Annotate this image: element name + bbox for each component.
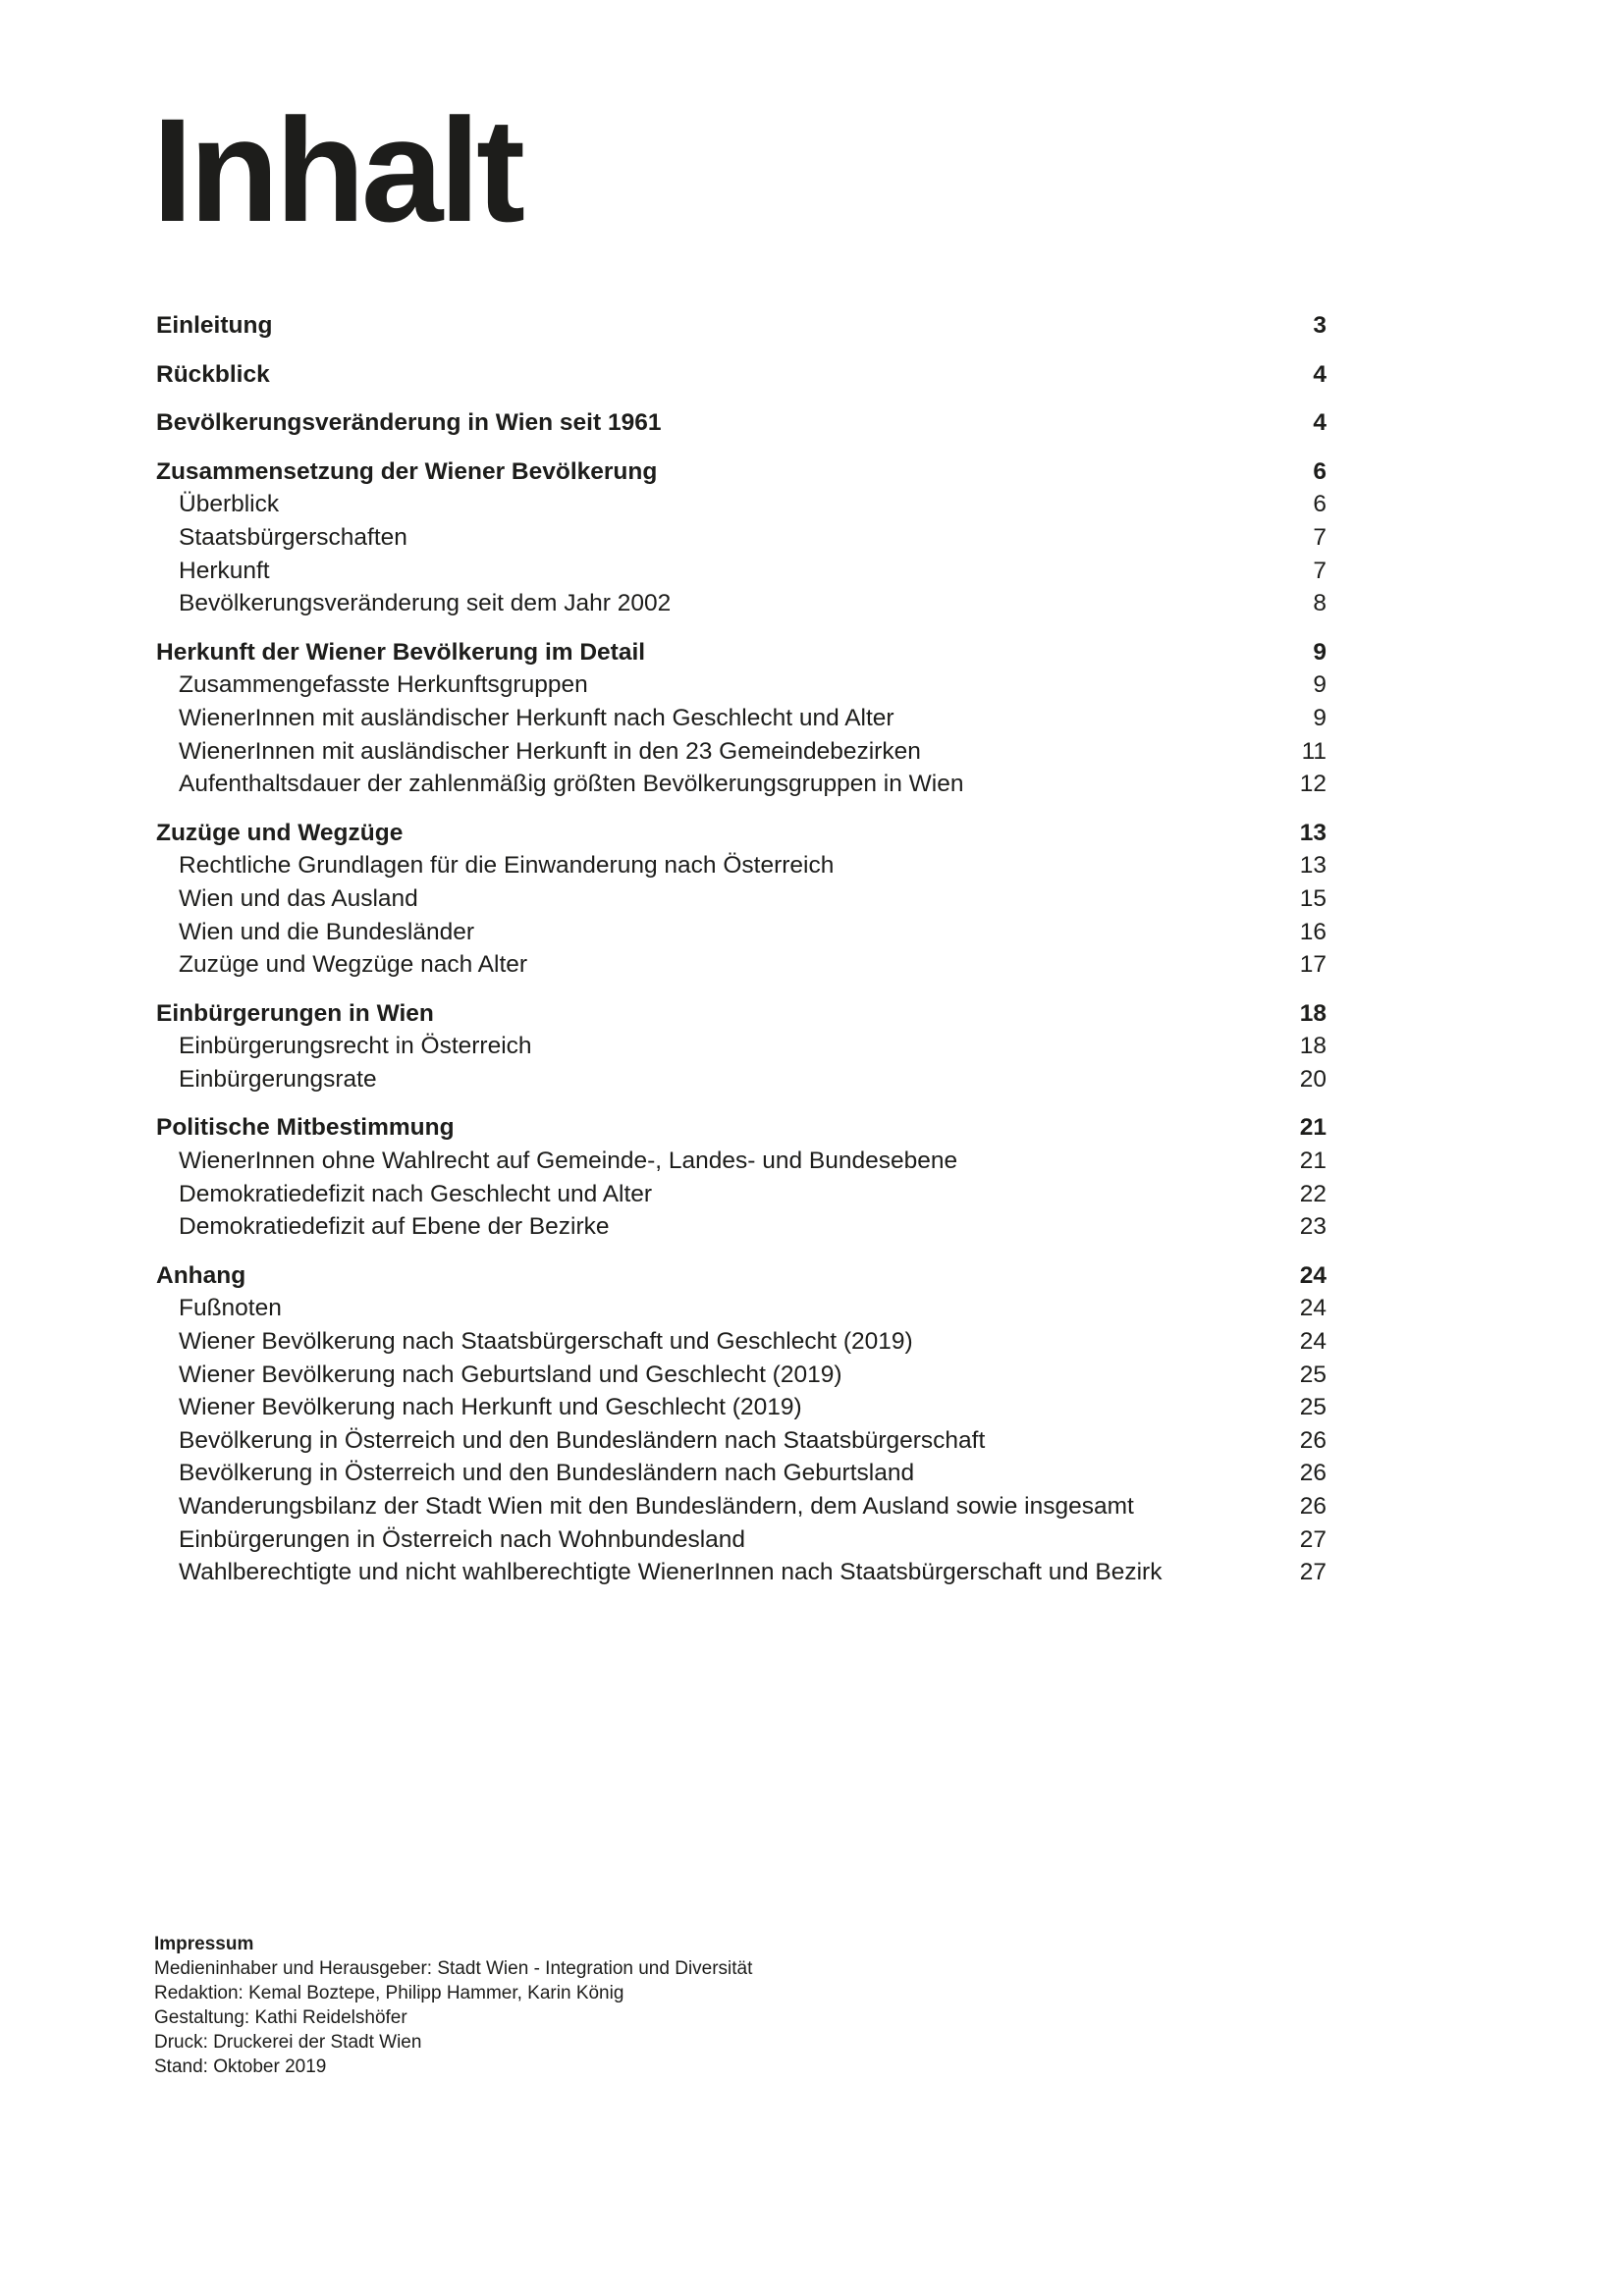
toc-subentry-label: Bevölkerungsveränderung seit dem Jahr 2002	[179, 590, 672, 617]
toc-subentry-page-number: 16	[1299, 918, 1326, 945]
toc-subentry-page-number: 17	[1299, 951, 1326, 979]
toc-subentry-page-number: 22	[1299, 1180, 1326, 1207]
toc-subentry[interactable]	[156, 768, 1326, 801]
toc-subentry-page-number: 21	[1299, 1148, 1326, 1175]
toc-subentry[interactable]	[156, 668, 1326, 702]
toc-subentry-page-number: 27	[1299, 1525, 1326, 1553]
toc-chapter-entry[interactable]	[156, 406, 1326, 440]
toc-subentry-label: Zusammengefasste Herkunftsgruppen	[179, 671, 588, 699]
impressum-line: Stand: Oktober 2019	[154, 2056, 327, 2077]
toc-subentry[interactable]	[156, 1325, 1326, 1359]
toc-subentry[interactable]	[156, 916, 1326, 949]
toc-chapter-label: Politische Mitbestimmung	[156, 1114, 455, 1142]
impressum	[154, 1932, 752, 2079]
toc-subentry[interactable]	[156, 735, 1326, 769]
toc-subentry[interactable]	[156, 1391, 1326, 1424]
toc-subentry-page-number: 13	[1299, 852, 1326, 880]
toc-subentry-label: Staatsbürgerschaften	[179, 523, 407, 551]
impressum-heading: Impressum	[154, 1934, 254, 1954]
toc-subentry-page-number: 7	[1313, 523, 1326, 551]
toc-subentry[interactable]	[156, 1210, 1326, 1244]
impressum-line: Druck: Druckerei der Stadt Wien	[154, 2032, 422, 2053]
toc-chapter-label: Zuzüge und Wegzüge	[156, 819, 404, 846]
toc-subentry[interactable]	[156, 1490, 1326, 1523]
toc-subentry[interactable]	[156, 1145, 1326, 1178]
page-title: Inhalt	[152, 87, 521, 252]
toc-subentry[interactable]	[156, 1030, 1326, 1063]
toc-subentry-label: WienerInnen mit ausländischer Herkunft in den 23 Gemeindebezirken	[179, 737, 921, 765]
toc-subentry[interactable]	[156, 882, 1326, 916]
toc-section	[156, 406, 1326, 440]
toc-chapter-page-number: 13	[1299, 819, 1326, 846]
toc-subentry-label: Fußnoten	[179, 1295, 282, 1322]
toc-chapter-page-number: 18	[1299, 999, 1326, 1027]
toc-chapter-label: Rückblick	[156, 360, 270, 388]
toc-subentry[interactable]	[156, 702, 1326, 735]
toc-subentry-label: Überblick	[179, 491, 280, 518]
toc-subentry-label: WienerInnen ohne Wahlrecht auf Gemeinde-, Landes- und Bundesebene	[179, 1148, 958, 1175]
toc-chapter-entry[interactable]	[156, 1259, 1326, 1293]
toc-subentry[interactable]	[156, 1424, 1326, 1458]
toc-subentry-label: Bevölkerung in Österreich und den Bundesländern nach Geburtsland	[179, 1460, 915, 1487]
toc-subentry-label: Wiener Bevölkerung nach Herkunft und Geschlecht (2019)	[179, 1394, 802, 1421]
toc-subentry-page-number: 6	[1313, 491, 1326, 518]
toc-subentry-page-number: 20	[1299, 1065, 1326, 1093]
toc-chapter-page-number: 9	[1313, 638, 1326, 666]
toc-subentry-page-number: 12	[1299, 771, 1326, 798]
toc-chapter-entry[interactable]	[156, 455, 1326, 489]
toc-subentry-label: Wahlberechtigte und nicht wahlberechtigte WienerInnen nach Staatsbürgerschaft und Bezirk	[179, 1559, 1163, 1586]
toc-chapter-page-number: 21	[1299, 1114, 1326, 1142]
toc-chapter-label: Zusammensetzung der Wiener Bevölkerung	[156, 457, 658, 485]
toc-chapter-label: Einbürgerungen in Wien	[156, 999, 434, 1027]
toc-subentry-label: Wiener Bevölkerung nach Staatsbürgerschaft und Geschlecht (2019)	[179, 1328, 913, 1356]
toc-subentry-page-number: 25	[1299, 1361, 1326, 1388]
toc-chapter-page-number: 4	[1313, 409, 1326, 437]
toc-subentry[interactable]	[156, 849, 1326, 882]
toc-subentry-label: Bevölkerung in Österreich und den Bundesländern nach Staatsbürgerschaft	[179, 1426, 986, 1454]
toc-subentry-label: Zuzüge und Wegzüge nach Alter	[179, 951, 528, 979]
toc-subentry-page-number: 11	[1301, 737, 1326, 765]
toc-chapter-label: Herkunft der Wiener Bevölkerung im Detail	[156, 638, 646, 666]
toc-subentry-page-number: 9	[1313, 671, 1326, 699]
toc-subentry-label: Wien und die Bundesländer	[179, 918, 475, 945]
toc-subentry-page-number: 25	[1299, 1394, 1326, 1421]
toc-section	[156, 997, 1326, 1096]
impressum-line: Gestaltung: Kathi Reidelshöfer	[154, 2007, 407, 2028]
impressum-line: Medieninhaber und Herausgeber: Stadt Wien - Integration und Diversität	[154, 1958, 753, 1979]
toc-chapter-entry[interactable]	[156, 997, 1326, 1031]
toc-section	[156, 358, 1326, 392]
toc-chapter-label: Bevölkerungsveränderung in Wien seit 1961	[156, 409, 662, 437]
toc-subentry-page-number: 27	[1299, 1559, 1326, 1586]
table-of-contents	[156, 309, 1326, 1605]
toc-subentry[interactable]	[156, 521, 1326, 555]
toc-chapter-entry[interactable]	[156, 358, 1326, 392]
toc-chapter-page-number: 24	[1299, 1261, 1326, 1289]
toc-subentry-label: Einbürgerungsrate	[179, 1065, 377, 1093]
toc-subentry-page-number: 18	[1299, 1033, 1326, 1060]
toc-subentry-page-number: 9	[1313, 704, 1326, 731]
toc-chapter-page-number: 3	[1313, 312, 1326, 339]
toc-subentry-label: Wiener Bevölkerung nach Geburtsland und Geschlecht (2019)	[179, 1361, 842, 1388]
toc-subentry-label: Rechtliche Grundlagen für die Einwanderung nach Österreich	[179, 852, 835, 880]
toc-subentry-page-number: 24	[1299, 1328, 1326, 1356]
toc-subentry-page-number: 24	[1299, 1295, 1326, 1322]
toc-chapter-entry[interactable]	[156, 636, 1326, 669]
toc-subentry[interactable]	[156, 1556, 1326, 1589]
toc-subentry-label: Demokratiedefizit nach Geschlecht und Alter	[179, 1180, 653, 1207]
toc-subentry-label: Demokratiedefizit auf Ebene der Bezirke	[179, 1213, 610, 1241]
toc-subentry-page-number: 26	[1299, 1460, 1326, 1487]
toc-subentry[interactable]	[156, 1178, 1326, 1211]
toc-subentry-label: Einbürgerungsrecht in Österreich	[179, 1033, 532, 1060]
toc-chapter-label: Einleitung	[156, 312, 273, 339]
toc-subentry-label: WienerInnen mit ausländischer Herkunft nach Geschlecht und Alter	[179, 704, 894, 731]
toc-subentry-page-number: 8	[1313, 590, 1326, 617]
toc-section	[156, 1111, 1326, 1243]
toc-subentry-page-number: 26	[1299, 1493, 1326, 1520]
toc-subentry-page-number: 23	[1299, 1213, 1326, 1241]
toc-chapter-page-number: 4	[1313, 360, 1326, 388]
toc-subentry[interactable]	[156, 1523, 1326, 1557]
toc-section	[156, 309, 1326, 343]
toc-chapter-page-number: 6	[1313, 457, 1326, 485]
toc-subentry-label: Wien und das Ausland	[179, 884, 418, 912]
toc-subentry[interactable]	[156, 1457, 1326, 1490]
toc-subentry-page-number: 26	[1299, 1426, 1326, 1454]
toc-section	[156, 636, 1326, 801]
toc-chapter-label: Anhang	[156, 1261, 246, 1289]
toc-subentry[interactable]	[156, 488, 1326, 521]
toc-subentry[interactable]	[156, 1292, 1326, 1325]
impressum-line: Redaktion: Kemal Boztepe, Philipp Hammer, Karin König	[154, 1983, 624, 2003]
toc-chapter-entry[interactable]	[156, 309, 1326, 343]
toc-subentry[interactable]	[156, 555, 1326, 588]
toc-section	[156, 1259, 1326, 1589]
toc-chapter-entry[interactable]	[156, 1111, 1326, 1145]
toc-section	[156, 817, 1326, 982]
toc-subentry-label: Aufenthaltsdauer der zahlenmäßig größten Bevölkerungsgruppen in Wien	[179, 771, 964, 798]
toc-chapter-entry[interactable]	[156, 817, 1326, 850]
toc-subentry[interactable]	[156, 1359, 1326, 1392]
toc-subentry-page-number: 7	[1313, 557, 1326, 584]
toc-subentry-label: Wanderungsbilanz der Stadt Wien mit den Bundesländern, dem Ausland sowie insgesamt	[179, 1493, 1134, 1520]
toc-subentry[interactable]	[156, 1063, 1326, 1096]
toc-subentry-label: Einbürgerungen in Österreich nach Wohnbundesland	[179, 1525, 746, 1553]
toc-subentry[interactable]	[156, 948, 1326, 982]
toc-subentry-page-number: 15	[1299, 884, 1326, 912]
toc-subentry[interactable]	[156, 587, 1326, 620]
toc-subentry-label: Herkunft	[179, 557, 270, 584]
toc-section	[156, 455, 1326, 620]
